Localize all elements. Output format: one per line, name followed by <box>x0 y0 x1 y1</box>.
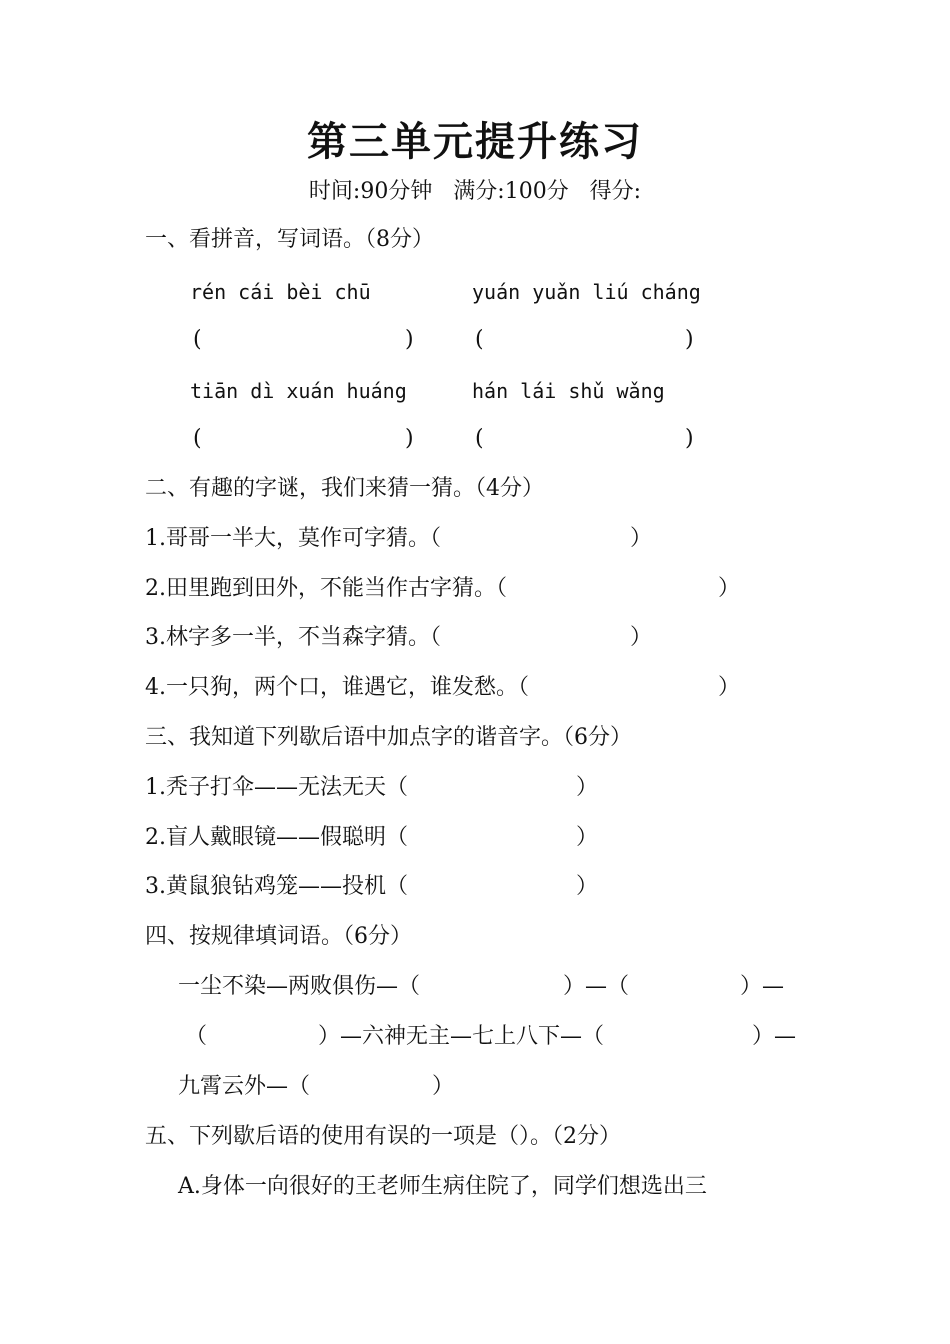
pinyin-1: rén cái bèi chū <box>190 280 371 304</box>
section3-heading: 三、我知道下列歇后语中加点字的谐音字。（6分） <box>145 725 632 750</box>
riddle-2: 2.田里跑到田外，不能当作古字猜。（ <box>145 576 507 601</box>
blank-open: ( <box>193 327 202 352</box>
blank-open: ( <box>475 327 484 352</box>
riddle-4: 4.一只狗，两个口，谁遇它，谁发愁。（ <box>145 675 529 700</box>
riddle-1: 1.哥哥一半大，莫作可字猜。（ <box>145 526 441 551</box>
option-a: A.身体一向很好的王老师生病住院了，同学们想选出三 <box>178 1174 707 1199</box>
saying-1: 1.秃子打伞——无法无天（ <box>145 775 408 800</box>
blank-close: ) <box>405 426 414 451</box>
section4-heading: 四、按规律填词语。（6分） <box>145 924 412 949</box>
riddle-3: 3.林字多一半，不当森字猜。（ <box>145 625 441 650</box>
saying-3: 3.黄鼠狼钻鸡笼——投机（ <box>145 874 408 899</box>
pattern-row1-end: ）— <box>740 974 785 999</box>
blank-close: ) <box>685 327 694 352</box>
blank-close: ) <box>685 426 694 451</box>
saying-1-close: ） <box>576 775 599 800</box>
saying-3-close: ） <box>576 874 599 899</box>
pinyin-3: tiān dì xuán huáng <box>190 379 407 403</box>
blank-open: ( <box>193 426 202 451</box>
page-title: 第三单元提升练习 <box>307 118 643 165</box>
pattern-row3-end: ） <box>432 1074 455 1099</box>
pattern-row1-start: 一尘不染—两败俱伤—（ <box>178 974 421 999</box>
saying-2: 2.盲人戴眼镜——假聪明（ <box>145 825 408 850</box>
section2-heading: 二、有趣的字谜，我们来猜一猜。（4分） <box>145 476 544 501</box>
pattern-row2-start: （ <box>185 1024 208 1049</box>
blank-open: ( <box>475 426 484 451</box>
riddle-2-close: ） <box>718 576 741 601</box>
riddle-1-close: ） <box>630 526 653 551</box>
riddle-3-close: ） <box>630 625 653 650</box>
exam-info: 时间:90分钟 满分:100分 得分: <box>308 179 642 204</box>
pattern-row2-end: ）— <box>752 1024 797 1049</box>
riddle-4-close: ） <box>718 675 741 700</box>
pinyin-4: hán lái shǔ wǎng <box>472 379 665 403</box>
section5-heading: 五、下列歇后语的使用有误的一项是（）。（2分） <box>145 1124 621 1149</box>
pinyin-2: yuán yuǎn liú cháng <box>472 280 701 304</box>
pattern-row1-mid: ）—（ <box>563 974 630 999</box>
blank-close: ) <box>405 327 414 352</box>
pattern-row2-mid: ）—六神无主—七上八下—（ <box>318 1024 605 1049</box>
saying-2-close: ） <box>576 825 599 850</box>
section1-heading: 一、看拼音，写词语。（8分） <box>145 227 434 252</box>
pattern-row3-start: 九霄云外—（ <box>178 1074 311 1099</box>
